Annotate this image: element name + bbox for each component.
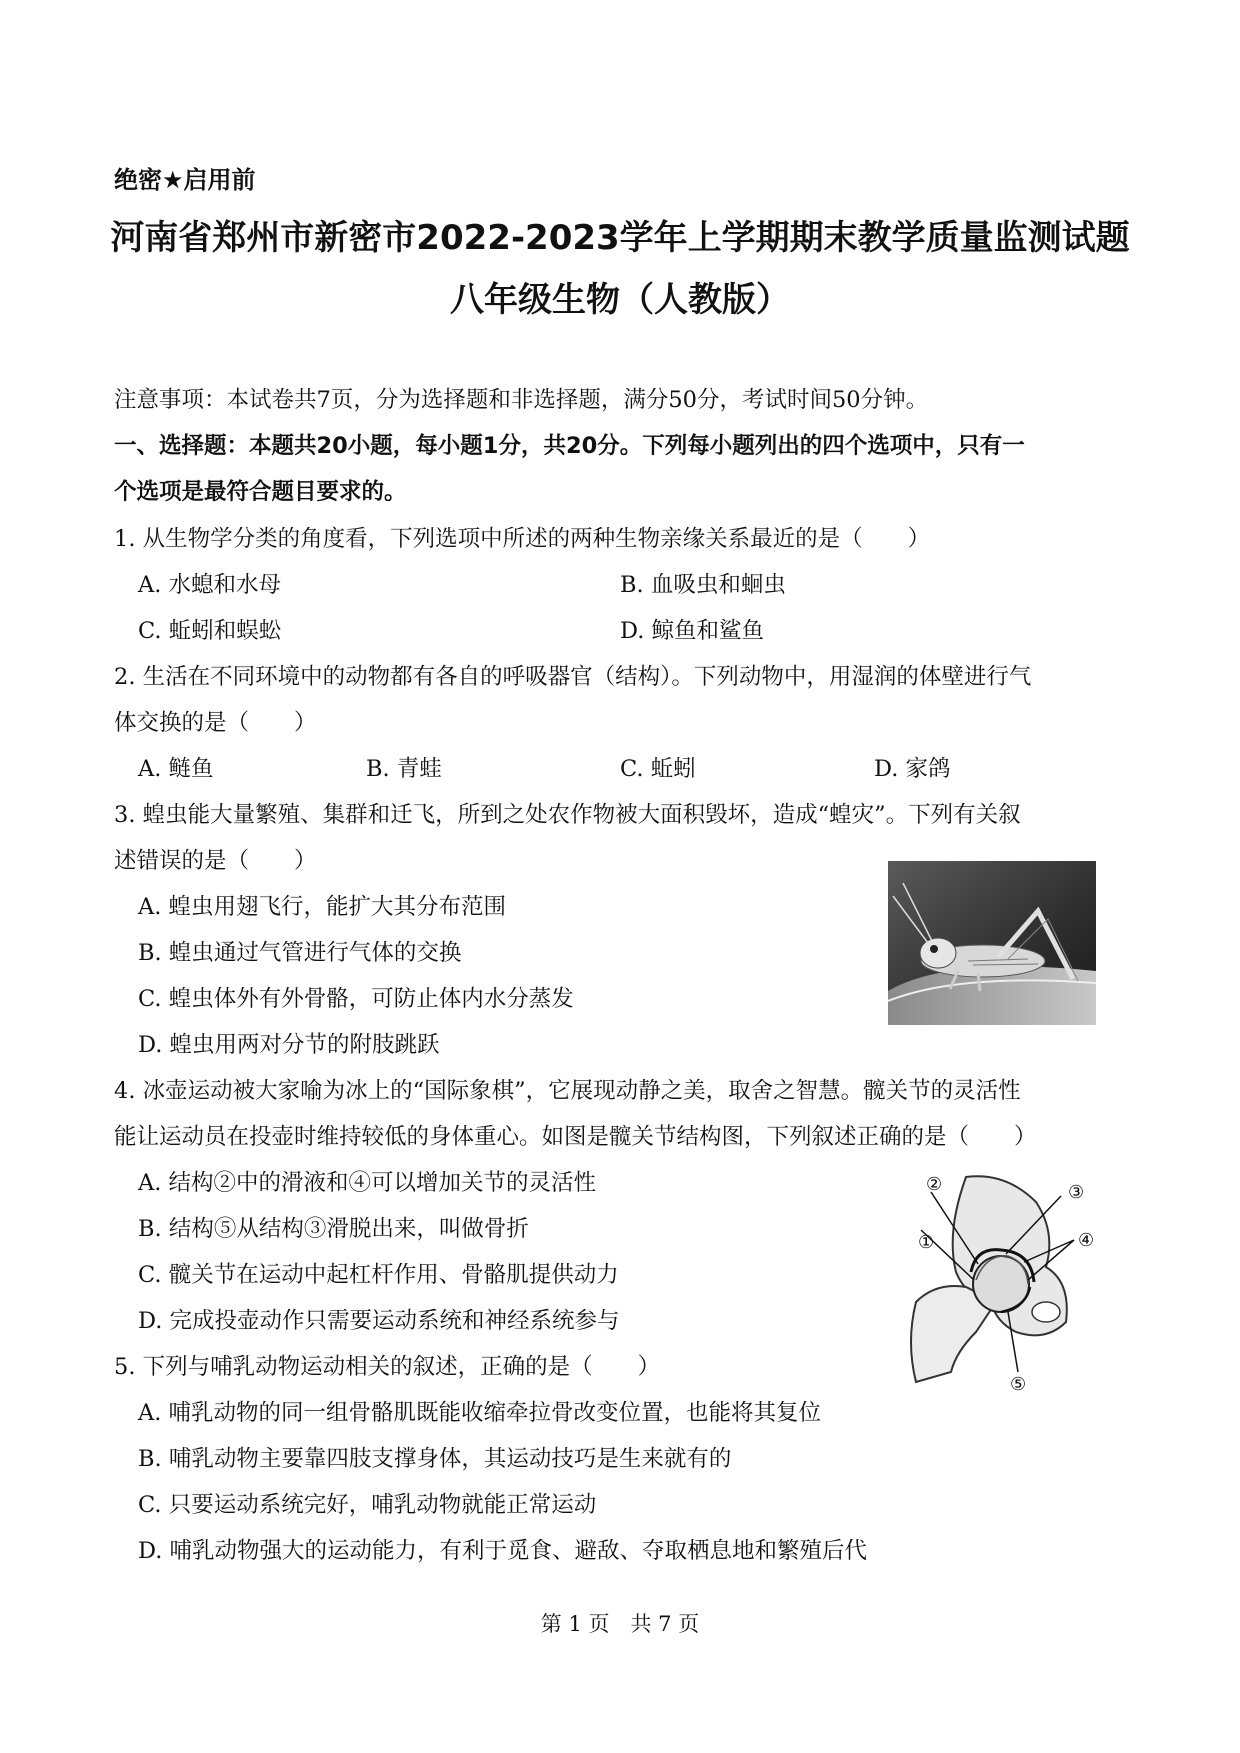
- q2-stem: 2. 生活在不同环境中的动物都有各自的呼吸器官（结构）。下列动物中，用湿润的体壁进行气: [114, 664, 1032, 690]
- section1-heading: 一、选择题：本题共20小题，每小题1分，共20分。下列每小题列出的四个选项中，只有一: [114, 433, 1025, 459]
- hip-label-5: ⑤: [1010, 1374, 1027, 1395]
- hip-label-3: ③: [1068, 1182, 1085, 1203]
- q1-option-d: D. 鲸鱼和鲨鱼: [620, 618, 765, 644]
- q3-option-d: D. 蝗虫用两对分节的附肢跳跃: [138, 1032, 440, 1058]
- exam-subtitle: 八年级生物（人教版）: [450, 280, 790, 320]
- q2-option-c: C. 蚯蚓: [620, 756, 696, 782]
- page-footer: 第 1 页 共 7 页: [540, 1612, 700, 1636]
- q5-option-d: D. 哺乳动物强大的运动能力，有利于觅食、避敌、夺取栖息地和繁殖后代: [138, 1538, 868, 1564]
- secret-label: 绝密★启用前: [114, 166, 256, 194]
- q5-stem: 5. 下列与哺乳动物运动相关的叙述，正确的是（ ）: [114, 1354, 661, 1380]
- q3-option-c: C. 蝗虫体外有外骨骼，可防止体内水分蒸发: [138, 986, 574, 1012]
- q4-option-d: D. 完成投壶动作只需要运动系统和神经系统参与: [138, 1308, 620, 1334]
- q4-option-c: C. 髋关节在运动中起杠杆作用、骨骼肌提供动力: [138, 1262, 619, 1288]
- q1-option-c: C. 蚯蚓和蜈蚣: [138, 618, 282, 644]
- q2-option-a: A. 鲢鱼: [138, 756, 214, 782]
- hip-joint-diagram: [896, 1172, 1120, 1398]
- grasshopper-photo: [888, 861, 1096, 1025]
- q1-option-b: B. 血吸虫和蛔虫: [620, 572, 786, 598]
- q4-option-b: B. 结构⑤从结构③滑脱出来，叫做骨折: [138, 1216, 529, 1242]
- hip-label-1: ①: [918, 1232, 935, 1253]
- q2-stem-cont: 体交换的是（ ）: [114, 710, 317, 736]
- q3-stem: 3. 蝗虫能大量繁殖、集群和迁飞，所到之处农作物被大面积毁坏，造成“蝗灾”。下列有关叙: [114, 802, 1021, 828]
- q4-option-a: A. 结构②中的滑液和④可以增加关节的灵活性: [138, 1170, 597, 1196]
- q5-option-a: A. 哺乳动物的同一组骨骼肌既能收缩牵拉骨改变位置，也能将其复位: [138, 1400, 822, 1426]
- q3-option-a: A. 蝗虫用翅飞行，能扩大其分布范围: [138, 894, 507, 920]
- notice: 注意事项：本试卷共7页，分为选择题和非选择题，满分50分，考试时间50分钟。: [114, 387, 929, 413]
- q3-stem-cont: 述错误的是（ ）: [114, 848, 317, 874]
- q5-option-c: C. 只要运动系统完好，哺乳动物就能正常运动: [138, 1492, 597, 1518]
- q1-option-a: A. 水螅和水母: [138, 572, 282, 598]
- q2-option-d: D. 家鸽: [874, 756, 951, 782]
- section1-heading-cont: 个选项是最符合题目要求的。: [114, 479, 407, 505]
- q4-stem: 4. 冰壶运动被大家喻为冰上的“国际象棋”，它展现动静之美，取舍之智慧。髋关节的灵活性: [114, 1078, 1021, 1104]
- q4-stem-cont: 能让运动员在投壶时维持较低的身体重心。如图是髋关节结构图，下列叙述正确的是（ ）: [114, 1124, 1037, 1150]
- exam-title: 河南省郑州市新密市2022-2023学年上学期期末教学质量监测试题: [110, 218, 1130, 258]
- q3-option-b: B. 蝗虫通过气管进行气体的交换: [138, 940, 462, 966]
- hip-label-2: ②: [926, 1174, 943, 1195]
- q2-option-b: B. 青蛙: [366, 756, 442, 782]
- hip-label-4: ④: [1078, 1230, 1095, 1251]
- q1-stem: 1. 从生物学分类的角度看，下列选项中所述的两种生物亲缘关系最近的是（ ）: [114, 526, 931, 552]
- q5-option-b: B. 哺乳动物主要靠四肢支撑身体，其运动技巧是生来就有的: [138, 1446, 732, 1472]
